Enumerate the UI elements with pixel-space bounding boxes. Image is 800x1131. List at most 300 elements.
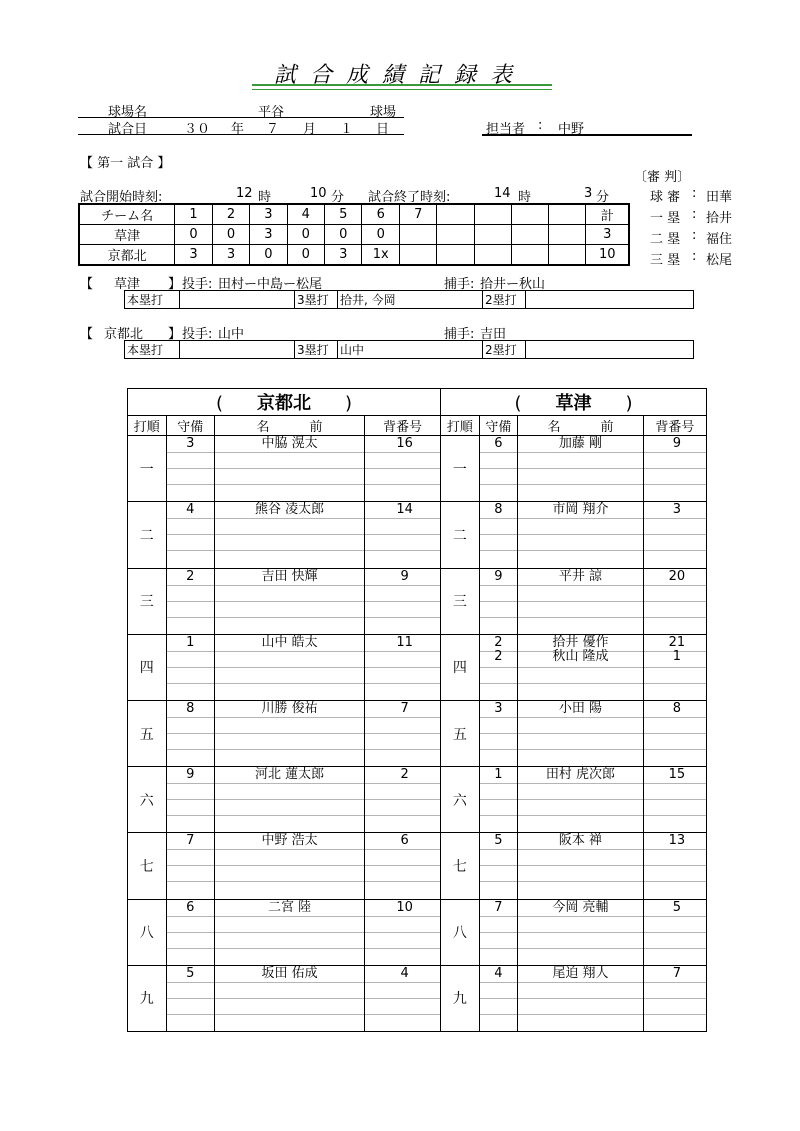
ruled-line	[365, 815, 440, 816]
uniform-number: 4	[400, 965, 409, 981]
position: 3	[186, 436, 195, 452]
batting-order: 一	[441, 436, 480, 502]
ruled-line	[644, 948, 706, 949]
position-cell	[166, 436, 214, 502]
ruled-line	[365, 717, 440, 718]
umpire-name: 松尾	[706, 253, 733, 268]
ruled-line	[644, 799, 706, 800]
player-name: 市岡 翔介	[552, 502, 609, 518]
umpire-position: 一 塁	[650, 211, 681, 226]
ruled-line	[215, 733, 364, 734]
db-label: 2塁打	[483, 341, 526, 359]
position: 5	[494, 833, 503, 849]
scoreboard	[78, 203, 630, 266]
extra-base-hits	[124, 340, 694, 359]
date-day-unit: 日	[376, 122, 390, 137]
ruled-line	[167, 749, 214, 750]
inning-score	[474, 225, 511, 245]
ruled-line	[365, 783, 440, 784]
ruled-line	[518, 452, 643, 453]
ruled-line	[518, 667, 643, 668]
bracket-close: 】	[168, 277, 182, 292]
ruled-line	[518, 733, 643, 734]
name-header-b: 前	[600, 420, 614, 436]
staff-sep: :	[538, 118, 543, 133]
number-header: 背番号	[643, 416, 706, 436]
ruled-line	[365, 550, 440, 551]
cell-lines	[518, 900, 643, 965]
ruled-line	[215, 948, 364, 949]
batting-slot-row	[128, 899, 707, 965]
ruled-line	[518, 749, 643, 750]
ruled-line	[518, 585, 643, 586]
name-header	[518, 416, 644, 436]
hits-row	[125, 341, 694, 359]
position: 6	[494, 436, 503, 452]
ruled-line	[518, 518, 643, 519]
ruled-line	[518, 881, 643, 882]
position-cell	[166, 899, 214, 965]
inning-score: 1x	[362, 245, 400, 266]
ruled-line	[167, 651, 214, 652]
position-cell	[166, 965, 214, 1031]
ruled-line	[167, 468, 214, 469]
position-cell	[479, 436, 518, 502]
cell-lines	[215, 502, 364, 567]
page-title: 試合成績記録表	[273, 63, 526, 88]
start-hour-unit: 時	[258, 190, 272, 205]
pitchers: 山中	[218, 327, 245, 342]
inning-score: 0	[287, 225, 324, 245]
ruled-line	[480, 1014, 518, 1015]
ruled-line	[644, 534, 706, 535]
ruled-line	[167, 799, 214, 800]
inning-score: 3	[212, 245, 249, 266]
position-cell	[479, 833, 518, 899]
position-cell	[166, 767, 214, 833]
player-name-cell	[518, 634, 644, 700]
player-name-cell	[214, 965, 364, 1031]
extra-base-hits	[124, 290, 694, 309]
score-row	[79, 225, 629, 245]
ruled-line	[518, 932, 643, 933]
ruled-line	[215, 452, 364, 453]
ruled-line	[215, 849, 364, 850]
inning-header: 2	[212, 204, 249, 225]
batting-slot-row	[128, 833, 707, 899]
batting-order: 六	[441, 767, 480, 833]
ruled-line	[215, 667, 364, 668]
catchers: 吉田	[480, 327, 507, 342]
ruled-line	[215, 783, 364, 784]
game-label: 【 第一 試合 】	[80, 156, 171, 171]
hr-value	[180, 341, 295, 359]
paren-open: (	[215, 393, 224, 415]
uniform-number-cell	[643, 436, 706, 502]
batting-slot-row	[128, 767, 707, 833]
player-name: 坂田 佑成	[261, 965, 318, 981]
uniform-number: 7	[672, 965, 682, 981]
cell-lines	[480, 436, 518, 501]
position-cell	[166, 502, 214, 568]
inning-header: 5	[325, 204, 362, 225]
ruled-line	[167, 982, 214, 983]
uniform-number: 9	[400, 568, 409, 584]
cell-lines	[518, 569, 643, 634]
ruled-line	[215, 484, 364, 485]
hits-row	[125, 291, 694, 309]
ruled-line	[365, 518, 440, 519]
ruled-line	[480, 468, 518, 469]
cell-lines	[365, 966, 440, 1031]
ruled-line	[518, 865, 643, 866]
db-value	[526, 341, 694, 359]
position-cell	[479, 767, 518, 833]
ruled-line	[480, 585, 518, 586]
ruled-line	[365, 733, 440, 734]
position: 2	[494, 634, 503, 650]
ruled-line	[644, 1014, 706, 1015]
position: 1	[186, 634, 195, 650]
pitchers: 田村ー中島ー松尾	[218, 277, 323, 292]
ruled-line	[480, 667, 518, 668]
ruled-line	[365, 601, 440, 602]
ruled-line	[215, 550, 364, 551]
ruled-line	[518, 783, 643, 784]
ruled-line	[215, 534, 364, 535]
venue-suffix: 球場	[370, 105, 397, 120]
ruled-line	[365, 667, 440, 668]
hr-value	[180, 291, 295, 309]
position-cell	[479, 634, 518, 700]
position-cell	[479, 965, 518, 1031]
ruled-line	[215, 717, 364, 718]
uniform-number: 7	[400, 700, 409, 716]
batting-order-header: 打順	[441, 416, 480, 436]
staff-label: 担当者	[486, 122, 526, 137]
cell-lines	[167, 767, 214, 832]
ruled-line	[644, 815, 706, 816]
ruled-line	[365, 651, 440, 652]
ruled-line	[644, 998, 706, 999]
end-hour-unit: 時	[518, 190, 532, 205]
hr-label: 本塁打	[125, 341, 180, 359]
uniform-number-cell	[365, 700, 441, 766]
ruled-line	[518, 998, 643, 999]
ruled-line	[518, 849, 643, 850]
start-hour: 12	[236, 186, 253, 201]
uniform-number: 10	[396, 899, 413, 915]
venue-label: 球場名	[108, 105, 148, 120]
player-name: 中脇 滉太	[261, 436, 318, 452]
ruled-line	[518, 717, 643, 718]
catcher-label: 捕手:	[444, 277, 475, 292]
cell-lines	[518, 502, 643, 567]
inning-header: 7	[400, 204, 437, 225]
title-underline-thin	[252, 89, 552, 90]
cell-lines	[365, 900, 440, 965]
bracket-open: 【	[80, 327, 94, 342]
ruled-line	[215, 601, 364, 602]
position: 9	[494, 568, 503, 584]
position: 7	[494, 899, 503, 915]
position: 8	[494, 502, 503, 518]
team-name-cell	[441, 389, 707, 416]
player-name-cell	[214, 502, 364, 568]
ruled-line	[365, 468, 440, 469]
player-name: 尾迫 翔人	[552, 965, 609, 981]
position: 4	[186, 502, 195, 518]
date-month-unit: 月	[303, 122, 317, 137]
ruled-line	[167, 534, 214, 535]
inning-score: 3	[175, 245, 212, 266]
player-name: 田村 虎次郎	[545, 767, 616, 783]
uniform-number: 14	[396, 502, 413, 518]
cell-lines	[167, 966, 214, 1031]
position: 3	[494, 700, 503, 716]
uniform-number-cell	[643, 767, 706, 833]
player-name: 平井 諒	[558, 568, 603, 584]
ruled-line	[518, 484, 643, 485]
uniform-number-cell	[365, 568, 441, 634]
inning-score	[549, 225, 586, 245]
ruled-line	[365, 916, 440, 917]
ruled-line	[518, 617, 643, 618]
end-min-unit: 分	[596, 190, 610, 205]
cell-lines	[644, 900, 706, 965]
date-year-unit: 年	[231, 122, 245, 137]
ruled-line	[215, 932, 364, 933]
score-team: 草津	[79, 225, 175, 245]
cell-lines	[215, 701, 364, 766]
ruled-line	[644, 601, 706, 602]
batting-order: 三	[441, 568, 480, 634]
umpire-position: 二 塁	[650, 232, 681, 247]
cell-lines	[215, 767, 364, 832]
inning-score	[549, 245, 586, 266]
name-header-a: 名	[547, 420, 561, 436]
player-name-cell	[518, 502, 644, 568]
ruled-line	[167, 683, 214, 684]
staff-name: 中野	[558, 122, 585, 137]
ruled-line	[480, 799, 518, 800]
player-name-cell	[518, 700, 644, 766]
cell-lines	[167, 436, 214, 501]
cell-lines	[365, 767, 440, 832]
end-hour: 14	[494, 186, 511, 201]
batting-order: 八	[128, 899, 167, 965]
ruled-line	[480, 982, 518, 983]
ruled-line	[167, 783, 214, 784]
ruled-line	[365, 998, 440, 999]
tr-value: 山中	[338, 341, 483, 359]
ruled-line	[644, 452, 706, 453]
ruled-line	[167, 717, 214, 718]
inning-score	[474, 245, 511, 266]
ruled-line	[480, 998, 518, 999]
ruled-line	[167, 998, 214, 999]
date-year: ３０	[184, 122, 211, 137]
umpire-name: 拾井	[706, 211, 733, 226]
ruled-line	[167, 550, 214, 551]
batting-order: 三	[128, 568, 167, 634]
ruled-line	[518, 550, 643, 551]
name-header-b: 前	[309, 420, 323, 436]
ruled-line	[365, 1014, 440, 1015]
ruled-line	[644, 518, 706, 519]
inning-score	[437, 245, 474, 266]
player-name: 加藤 剛	[558, 436, 603, 452]
ruled-line	[215, 865, 364, 866]
player-name-cell	[214, 833, 364, 899]
ruled-line	[644, 783, 706, 784]
cell-lines	[644, 966, 706, 1031]
cell-lines	[480, 900, 518, 965]
team-name-cell	[128, 389, 441, 416]
position-cell	[166, 634, 214, 700]
ruled-line	[167, 881, 214, 882]
ruled-line	[365, 932, 440, 933]
player-name: 山中 皓太	[261, 634, 318, 650]
ruled-line	[215, 617, 364, 618]
position-cell	[479, 700, 518, 766]
position-cell	[166, 833, 214, 899]
uniform-number: 3	[672, 502, 682, 518]
ruled-line	[518, 815, 643, 816]
battery-team: 京都北	[104, 327, 144, 342]
batting-order: 五	[128, 700, 167, 766]
ruled-line	[518, 1014, 643, 1015]
umpire-row	[650, 207, 750, 225]
uniform-number: 20	[668, 568, 686, 584]
cell-lines	[167, 833, 214, 898]
uniform-number-cell	[365, 436, 441, 502]
ruled-line	[167, 518, 214, 519]
uniform-number-cell	[365, 502, 441, 568]
umpire-name: 田華	[706, 190, 733, 205]
ruled-line	[215, 815, 364, 816]
score-row	[79, 245, 629, 266]
ruled-line	[644, 484, 706, 485]
title-underline	[252, 84, 552, 86]
umpire-row	[650, 249, 750, 267]
cell-lines	[518, 436, 643, 501]
inning-score: 0	[212, 225, 249, 245]
inning-header	[474, 204, 511, 225]
cell-lines	[365, 833, 440, 898]
player-name-cell	[214, 899, 364, 965]
uniform-number-cell	[643, 502, 706, 568]
position-cell	[479, 899, 518, 965]
ruled-line	[167, 815, 214, 816]
tr-value: 拾井, 今岡	[338, 291, 483, 309]
player-name: 熊谷 凌太郎	[254, 502, 325, 518]
ruled-line	[644, 733, 706, 734]
uniform-number: 6	[400, 833, 409, 849]
position-cell	[166, 700, 214, 766]
uniform-number-cell	[643, 568, 706, 634]
start-label: 試合開始時刻:	[80, 190, 163, 205]
ruled-line	[480, 452, 518, 453]
ruled-line	[518, 916, 643, 917]
ruled-line	[644, 865, 706, 866]
ruled-line	[480, 518, 518, 519]
umpire-heading: 〔審 判〕	[634, 170, 691, 185]
ruled-line	[167, 452, 214, 453]
ruled-line	[167, 916, 214, 917]
ruled-line	[480, 815, 518, 816]
cell-lines	[167, 900, 214, 965]
batting-order-header: 打順	[128, 416, 167, 436]
ruled-line	[644, 617, 706, 618]
ruled-line	[480, 617, 518, 618]
catcher-label: 捕手:	[444, 327, 475, 342]
cell-lines	[215, 635, 364, 700]
cell-lines	[480, 701, 518, 766]
batting-order: 九	[128, 965, 167, 1031]
ruled-line	[480, 865, 518, 866]
db-label: 2塁打	[483, 291, 526, 309]
inning-score: 0	[325, 225, 362, 245]
ruled-line	[518, 601, 643, 602]
ruled-line	[644, 585, 706, 586]
ruled-line	[167, 1014, 214, 1015]
inning-score	[400, 245, 437, 266]
ruled-line	[215, 585, 364, 586]
score-total: 3	[586, 225, 629, 245]
batting-slot-row	[128, 568, 707, 634]
pitcher-label: 投手:	[182, 277, 213, 292]
score-header-row	[79, 204, 629, 225]
umpire-row	[650, 186, 750, 204]
cell-lines	[167, 569, 214, 634]
inning-header: 1	[175, 204, 212, 225]
lineup-team-name: 京都北	[257, 393, 312, 415]
ruled-line	[167, 617, 214, 618]
batting-order: 四	[441, 634, 480, 700]
ruled-line	[215, 881, 364, 882]
inning-score	[400, 225, 437, 245]
ruled-line	[167, 733, 214, 734]
cell-lines	[480, 966, 518, 1031]
lineup-table	[127, 388, 707, 1032]
player-name-cell	[518, 899, 644, 965]
player-name-cell	[214, 767, 364, 833]
player-name: 吉田 快輝	[261, 568, 318, 584]
ruled-line	[644, 468, 706, 469]
ruled-line	[480, 783, 518, 784]
player-name-cell	[518, 568, 644, 634]
uniform-number-cell	[365, 965, 441, 1031]
end-label: 試合終了時刻:	[368, 190, 451, 205]
umpire-block	[628, 166, 748, 268]
ruled-line	[215, 982, 364, 983]
position: 1	[494, 767, 503, 783]
ruled-line	[365, 881, 440, 882]
player-name-cell	[214, 634, 364, 700]
ruled-line	[215, 518, 364, 519]
ruled-line	[480, 683, 518, 684]
ruled-line	[215, 799, 364, 800]
player-name: 二宮 陸	[267, 899, 312, 915]
battery-team: 草津	[114, 277, 141, 292]
ruled-line	[480, 601, 518, 602]
ruled-line	[480, 881, 518, 882]
cell-lines	[215, 966, 364, 1031]
date-label: 試合日	[108, 122, 148, 137]
ruled-line	[167, 667, 214, 668]
cell-lines	[215, 569, 364, 634]
